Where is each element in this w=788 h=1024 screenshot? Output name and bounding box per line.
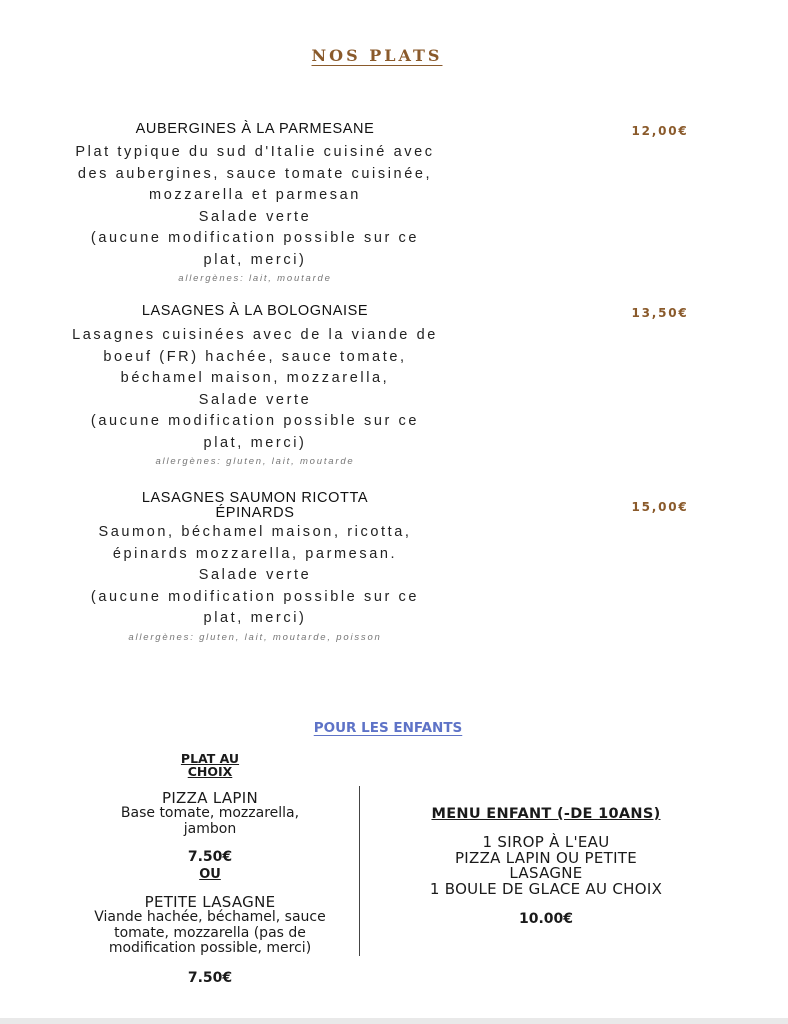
dish-allergens: allergènes: gluten, lait, moutarde	[155, 456, 355, 467]
desc-line: Salade verte	[198, 208, 312, 225]
plat-au-choix-column	[55, 752, 365, 986]
dish-allergens: allergènes: lait, moutarde	[178, 273, 332, 284]
desc-line: Viande hachée, béchamel, sauce	[94, 909, 326, 925]
dish-description	[30, 325, 480, 454]
kids-section-title: POUR LES ENFANTS	[313, 720, 463, 736]
page-bottom-edge	[0, 1018, 788, 1024]
desc-line: jambon	[183, 820, 237, 837]
menu-line: LASAGNE	[509, 864, 583, 882]
pizza-lapin-name: PIZZA LAPIN	[161, 789, 258, 807]
desc-line: mozzarella et parmesan	[149, 187, 361, 203]
dish-name	[30, 491, 480, 521]
desc-line: Lasagnes cuisinées avec de la viande de	[72, 327, 438, 343]
desc-line: (aucune modification possible sur ce	[90, 413, 420, 429]
desc-line: (aucune modification possible sur ce	[90, 588, 420, 605]
menu-enfant-column	[396, 806, 696, 927]
desc-line: Salade verte	[198, 391, 312, 408]
menu-line: PIZZA LAPIN OU PETITE	[454, 848, 638, 867]
desc-line: béchamel maison, mozzarella,	[120, 370, 390, 386]
dish-price: 12,00€	[631, 124, 689, 138]
dish-price: 13,50€	[631, 306, 689, 320]
desc-line: (aucune modification possible sur ce	[90, 230, 420, 246]
menu-line: 1 BOULE DE GLACE AU CHOIX	[429, 879, 663, 898]
dish-name-line: ÉPINARDS	[215, 505, 295, 521]
column-divider	[359, 786, 360, 956]
plat-au-choix-line: CHOIX	[187, 764, 233, 779]
pizza-lapin-description	[55, 806, 365, 837]
menu-enfant-title: MENU ENFANT (-DE 10ANS)	[431, 806, 661, 822]
pizza-lapin-price: 7.50€	[187, 849, 233, 865]
petite-lasagne-price: 7.50€	[187, 969, 233, 986]
desc-line: épinards mozzarella, parmesan.	[112, 545, 398, 562]
desc-line: Saumon, béchamel maison, ricotta,	[98, 524, 412, 540]
desc-line: plat, merci)	[203, 610, 307, 626]
desc-line: plat, merci)	[203, 251, 307, 268]
desc-line: Base tomate, mozzarella,	[120, 805, 300, 821]
ou-separator: OU	[199, 867, 221, 882]
menu-enfant-price: 10.00€	[518, 911, 574, 927]
desc-line: boeuf (FR) hachée, sauce tomate,	[103, 348, 407, 365]
dish-name-line: LASAGNES SAUMON RICOTTA	[141, 490, 369, 506]
dish-item-lasagnes-bolognaise	[30, 304, 480, 469]
menu-enfant-contents	[396, 835, 696, 897]
plat-au-choix-title	[55, 752, 365, 778]
dish-allergens: allergènes: gluten, lait, moutarde, poisson	[128, 631, 382, 643]
dish-description	[30, 522, 480, 630]
desc-line: tomate, mozzarella (pas de	[114, 924, 306, 941]
desc-line: plat, merci)	[203, 434, 307, 451]
desc-line: Plat typique du sud d'Italie cuisiné avec	[75, 144, 435, 160]
dish-name: LASAGNES À LA BOLOGNAISE	[141, 303, 369, 319]
desc-line: Salade verte	[198, 567, 312, 583]
plat-au-choix-line: PLAT AU	[180, 751, 240, 766]
dish-item-aubergines	[30, 122, 480, 286]
petite-lasagne-name: PETITE LASAGNE	[144, 893, 276, 911]
dish-name: AUBERGINES À LA PARMESANE	[135, 121, 375, 137]
desc-line: des aubergines, sauce tomate cuisinée,	[77, 165, 433, 182]
dish-price: 15,00€	[631, 500, 689, 514]
petite-lasagne-description	[55, 910, 365, 957]
page-title: NOS PLATS	[311, 46, 443, 65]
menu-line: 1 SIROP À L'EAU	[482, 833, 610, 851]
dish-description	[30, 142, 480, 271]
desc-line: modification possible, merci)	[108, 940, 312, 956]
dish-item-lasagnes-saumon	[30, 491, 480, 645]
